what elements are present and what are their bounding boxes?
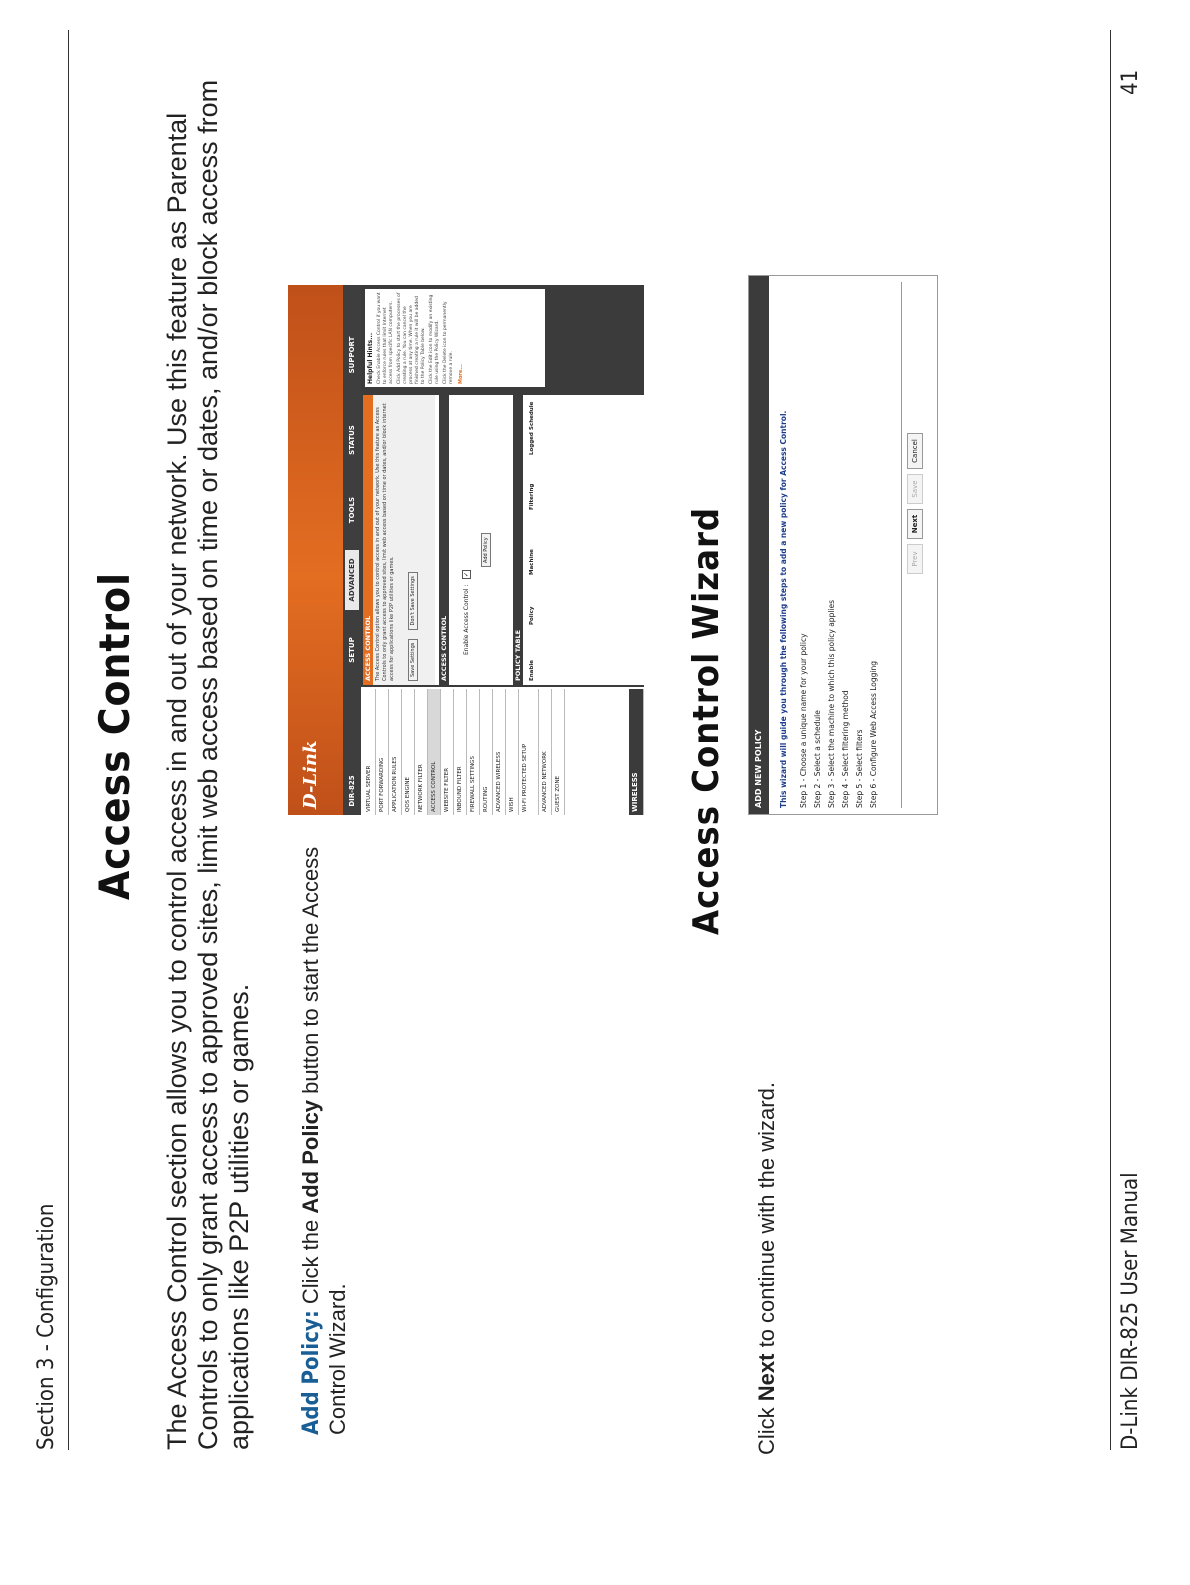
help-panel [361, 285, 644, 391]
col-filtering: Filtering [529, 483, 535, 510]
add-policy-text-pre: Click the [298, 1213, 323, 1305]
sidebar-item-advanced-wireless[interactable]: ADVANCED WIRELESS [493, 689, 506, 815]
main-panel [363, 395, 644, 685]
section-header: Section 3 - Configuration [34, 1203, 59, 1450]
sidebar-item-guest-zone[interactable]: GUEST ZONE [552, 689, 565, 815]
sidebar-item-application-rules[interactable]: APPLICATION RULES [389, 689, 402, 815]
tab-model: DIR-825 [348, 775, 356, 807]
wizard-screenshot [748, 275, 938, 815]
tab-support[interactable]: SUPPORT [348, 336, 356, 374]
sidebar-item-website-filter[interactable]: WEBSITE FILTER [441, 689, 454, 815]
dlink-banner [288, 285, 343, 815]
wizard-instruction-pre: Click [754, 1401, 779, 1455]
ac-description: The Access Control option allows you to control access in and out of your network. Use this feature as Access Controls to only grant access to approved sites, limit web access based on time or dates, and/or block internet access for applications like P2P utilities or games. [375, 403, 395, 681]
router-screenshot [288, 285, 644, 815]
next-button[interactable]: Next [907, 509, 923, 539]
col-enable: Enable [529, 660, 535, 681]
policy-table-header-row [523, 395, 543, 685]
add-policy-bold: Add Policy [298, 1099, 323, 1214]
wizard-step-6: Step 6 - Configure Web Access Logging [869, 661, 878, 808]
page-number: 41 [1118, 69, 1143, 95]
header-rule [68, 30, 69, 1450]
cancel-button[interactable]: Cancel [907, 433, 923, 469]
ac-heading-2: ACCESS CONTROL [439, 395, 449, 685]
wizard-header: ADD NEW POLICY [749, 276, 769, 814]
wizard-step-4: Step 4 - Select filtering method [841, 690, 850, 808]
tab-tools[interactable]: TOOLS [348, 496, 356, 524]
wizard-step-5: Step 5 - Select filters [855, 729, 864, 808]
sidebar-item-port-forwarding[interactable]: PORT FORWARDING [376, 689, 389, 815]
ac-enable-box [439, 395, 509, 685]
dlink-logo: D-Link [300, 740, 321, 809]
footer-rule [1110, 30, 1111, 1450]
page-title: Access Control [90, 571, 139, 900]
prev-button[interactable]: Prev [907, 544, 923, 574]
sidebar-item-wish[interactable]: WISH [506, 689, 519, 815]
wizard-guide-text: This wizard will guide you through the following steps to add a new policy for Access Control. [779, 410, 788, 808]
sidebar-item-advanced-network[interactable]: ADVANCED NETWORK [539, 689, 552, 815]
sidebar-item-qos-engine[interactable]: QOS ENGINE [402, 689, 415, 815]
help-more-link[interactable]: More... [458, 364, 464, 384]
wizard-instruction-post: to continue with the wizard. [754, 1082, 779, 1354]
footer-manual-title: D-Link DIR-825 User Manual [1118, 1172, 1143, 1450]
add-policy-button[interactable]: Add Policy [481, 533, 491, 567]
col-schedule: Schedule [529, 401, 535, 430]
tab-status[interactable]: STATUS [348, 425, 356, 455]
enable-access-control-checkbox[interactable]: ✓ [463, 571, 470, 578]
save-button[interactable]: Save [907, 474, 923, 504]
add-policy-term: Add Policy: [299, 1310, 324, 1435]
sidebar [361, 687, 644, 815]
sidebar-item-wps[interactable]: WI-FI PROTECTED SETUP [519, 689, 539, 815]
help-text-1: Check Enable Access Control if you want to enforce rules that limit Internet access from specific LAN computers. [377, 292, 394, 384]
ac-heading: ACCESS CONTROL [363, 395, 373, 685]
sidebar-item-firewall-settings[interactable]: FIREWALL SETTINGS [467, 689, 480, 815]
col-policy: Policy [529, 606, 535, 625]
policy-table-box [513, 395, 543, 685]
wizard-heading: Access Control Wizard [686, 506, 727, 935]
sidebar-item-network-filter[interactable]: NETWORK FILTER [415, 689, 428, 815]
wizard-instruction-bold: Next [754, 1353, 779, 1402]
help-title: Helpful Hints... [367, 332, 374, 384]
tab-setup[interactable]: SETUP [348, 637, 356, 663]
col-logged: Logged [529, 432, 535, 455]
sidebar-item-routing[interactable]: ROUTING [480, 689, 493, 815]
wizard-step-3: Step 3 - Select the machine to which this policy applies [827, 599, 836, 808]
help-text-4: Click the Delete icon to permanently remove a rule. [443, 301, 454, 384]
add-policy-description [298, 835, 351, 1435]
dont-save-settings-button[interactable]: Don't Save Settings [408, 572, 418, 629]
col-machine: Machine [529, 549, 535, 575]
help-text-2: Click Add Policy to start the processes of creating a rule. You can cancel the process at any time. When you are finished creating a rule it will be added to the Policy Table below. [397, 292, 426, 384]
tab-advanced[interactable]: ADVANCED [345, 550, 359, 610]
wizard-step-1: Step 1 - Choose a unique name for your policy [799, 633, 808, 808]
policy-table-heading: POLICY TABLE [513, 395, 523, 685]
ac-info-box [363, 395, 435, 685]
sidebar-item-access-control[interactable]: ACCESS CONTROL [428, 689, 441, 815]
intro-paragraph: The Access Control section allows you to control access in and out of your network. Use this feature as Parental Controls to only grant access to approved sites, limit web access based on time or dates, and/or block access from applications like P2P utilities or games. [162, 79, 254, 1450]
add-policy-text-post: button to start the Access Control Wizard. [298, 846, 350, 1435]
save-settings-button[interactable]: Save Settings [408, 639, 418, 681]
help-text-3: Click the Edit icon to modify an existing rule using the Policy Wizard. [429, 294, 440, 384]
wizard-divider [901, 282, 902, 808]
enable-access-control-label: Enable Access Control : [463, 584, 470, 655]
help-box [365, 289, 545, 387]
sidebar-item-virtual-server[interactable]: VIRTUAL SERVER [363, 689, 376, 815]
sidebar-footer-wireless: WIRELESS [629, 689, 644, 815]
wizard-instruction [754, 1082, 780, 1455]
nav-tabs [343, 285, 361, 815]
sidebar-item-inbound-filter[interactable]: INBOUND FILTER [454, 689, 467, 815]
wizard-step-2: Step 2 - Select a schedule [813, 710, 822, 808]
